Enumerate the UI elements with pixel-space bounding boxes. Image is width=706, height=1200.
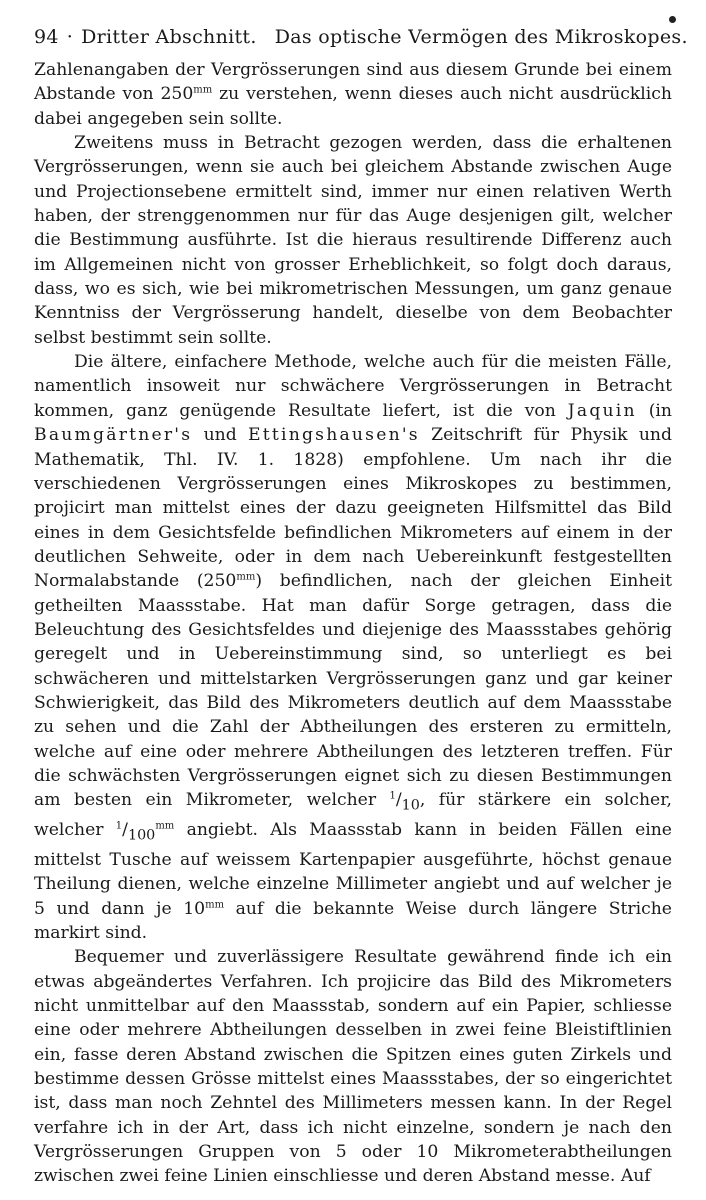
header-separator: · — [66, 26, 74, 48]
paragraph-1-text-end: zu verstehen, wenn dieses auch nicht ausdrücklich dabei angegeben sein sollte. — [34, 84, 672, 129]
paragraph-3-text-f: , für stärkere ein solcher, welcher — [34, 790, 672, 841]
paragraph-3 — [34, 350, 672, 945]
running-head — [34, 26, 688, 48]
unit-superscript: mm — [155, 820, 175, 832]
paragraph-3-text-d: Zeitschrift für Physik und Mathematik, Thl. IV. 1. 1828) empfohlene. Um nach ihr die verschiedenen Vergrösserungen eines Mikroskopes zu bestimmen, projicirt man mittelst eines der dazu geeigneten Hilfsmittel das Bild eines in dem Gesichtsfelde befindlichen Mikrometers auf einem in der deutlichen Sehweite, oder in dem nach Uebereinkunft festgestellten Normalabstande (250 — [34, 425, 672, 592]
paragraph-3-text-h: auf die bekannte Weise durch längere Striche markirt sind. — [34, 898, 672, 943]
paragraph-3-text-a: Die ältere, einfachere Methode, welche auch für die meisten Fälle, namentlich insoweit nur schwächere Vergrösserungen in Betracht kommen, ganz genügende Resultate liefert, ist die von — [34, 352, 672, 421]
paragraph-3-text-e: ) befindlichen, nach der gleichen Einheit getheilten Maassstabe. Hat man dafür Sorge getragen, dass die Beleuchtung des Gesichtsfeldes und diejenige des Maassstabes gehörig geregelt und in Uebereinstimmung sind, so unterliegt es bei schwächeren und mittelstarken Vergrösserungen ganz und gar keiner Schwierigkeit, das Bild des Mikrometers deutlich auf dem Maassstabe zu sehen und die Zahl der Abtheilungen des ersteren zu ermitteln, welche auf eine oder mehrere Abtheilungen des letzteren treffen. Für die schwächsten Vergrösserungen eignet sich zu diesen Bestimmungen am besten ein Mikrometer, welcher — [34, 571, 673, 811]
fraction-numerator: 1 — [115, 820, 123, 832]
page-number: 94 — [34, 26, 59, 48]
corner-ink-dot — [669, 16, 676, 23]
paragraph-4: Bequemer und zuverlässigere Resultate gewährend finde ich ein etwas abgeändertes Verfahren. Ich projicire das Bild des Mikrometers nicht unmittelbar auf den Maassstab, sondern auf ein Papier, schliesse eine oder mehrere Abtheilungen desselben in zwei feine Bleistiftlinien ein, fasse deren Abstand zwischen die Spitzen eines guten Zirkels und bestimme dessen Grösse mittelst eines Maassstabes, der so eingerichtet ist, dass man noch Zehntel des Millimeters messen kann. In der Regel verfahre ich in der Art, dass ich nicht einzelne, sondern je nach den Vergrösserungen Gruppen von 5 oder 10 Mikrometerabtheilungen zwischen zwei feine Linien einschliesse und deren Abstand messe. Auf — [34, 947, 672, 1187]
fraction-one-hundredth: $^1/_{100}^{mm}$ — [115, 820, 175, 844]
author-name-jaquin: Jaquin — [567, 400, 637, 421]
fraction-denominator: 10 — [401, 797, 420, 814]
unit-superscript: mm — [193, 84, 213, 96]
body-text — [34, 58, 672, 1189]
paragraph-2: Zweitens muss in Betracht gezogen werden, dass die erhaltenen Vergrösserungen, wenn sie auch bei gleichem Abstande zwischen Auge und Projectionsebene ermittelt sind, immer nur einen relativen Werth haben, der strenggenommen nur für das Auge desjenigen gilt, welcher die Bestimmung ausführte. Ist die hieraus resultirende Differenz auch im Allgemeinen nicht von grosser Erheblichkeit, so folgt doch daraus, dass, wo es sich, wie bei mikrometrischen Messungen, um ganz genaue Kenntniss der Vergrösserung handelt, dieselbe von dem Beobachter selbst bestimmt sein sollte. — [34, 133, 672, 348]
paragraph-3-text-c: und — [192, 425, 249, 446]
paragraph-3-text-b: (in — [636, 400, 672, 421]
author-name-baumgaertner: Baumgärtner's — [34, 425, 193, 446]
fraction-one-tenth: $^1/_{10}$ — [389, 790, 420, 814]
author-name-ettingshausen: Ettingshausen's — [248, 425, 420, 446]
paragraph-1-text: Zahlenangaben der Vergrösserungen sind aus diesem Grunde bei einem Abstande von 250 — [34, 60, 672, 105]
unit-superscript: mm — [205, 898, 225, 910]
fraction-numerator: 1 — [389, 790, 396, 802]
fraction-denominator: 100 — [127, 827, 156, 844]
chapter-title: Das optische Vermögen des Mikroskopes. — [274, 26, 688, 48]
paragraph-3-text-g: angiebt. Als Maassstab kann in beiden Fällen eine mittelst Tusche auf weissem Kartenpapier ausgeführte, höchst genaue Theilung dienen, welche einzelne Millimeter angiebt und auf welcher je 5 und dann je 10 — [34, 820, 672, 919]
section-label: Dritter Abschnitt. — [81, 26, 257, 48]
paragraph-1 — [34, 58, 672, 131]
unit-superscript: mm — [236, 571, 256, 583]
